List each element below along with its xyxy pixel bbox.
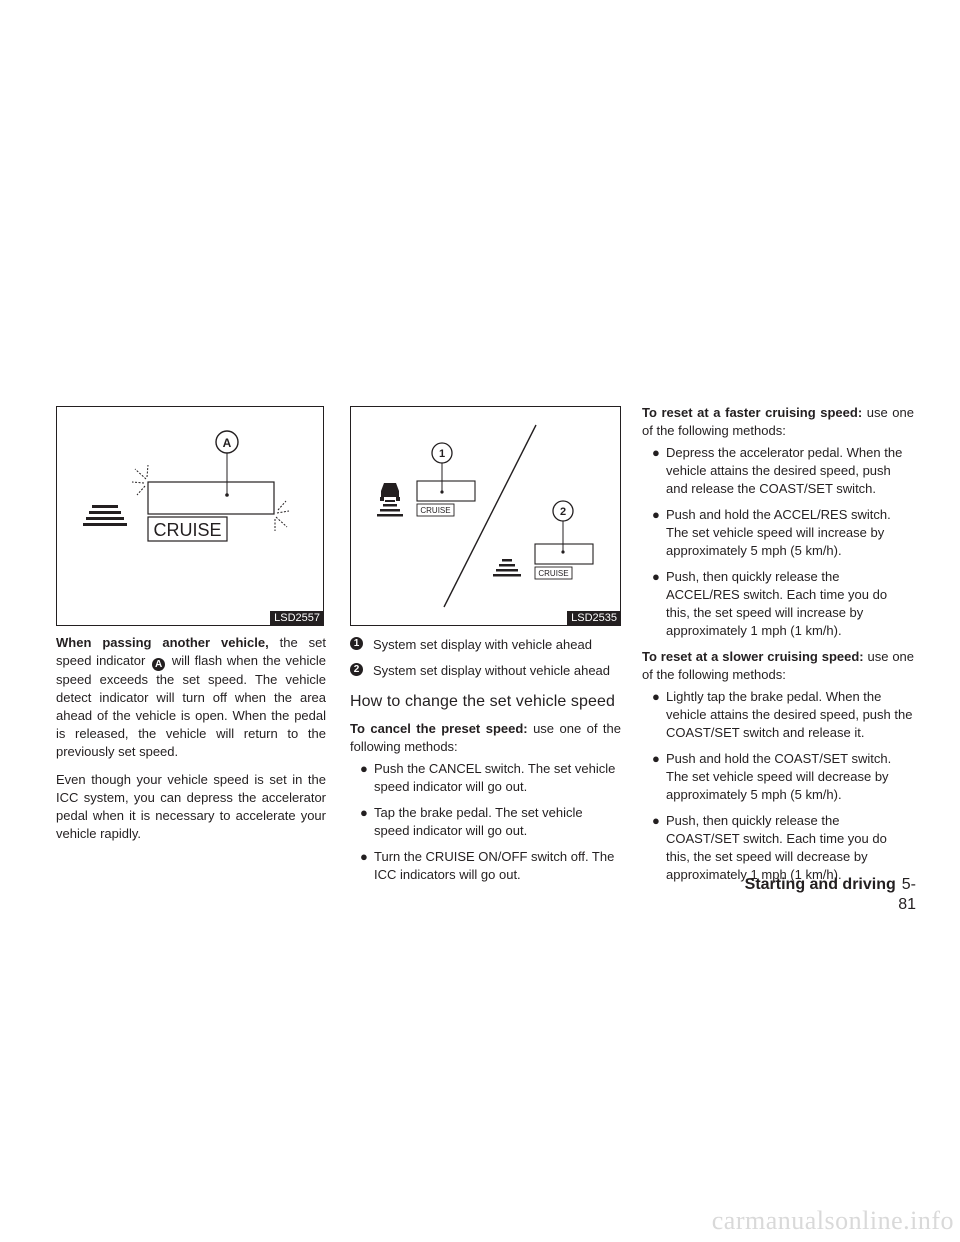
paragraph-slower <box>642 648 914 684</box>
footer-section-title: Starting and driving <box>744 876 896 893</box>
bullet-icon: ● <box>652 751 660 766</box>
column-1 <box>56 406 326 843</box>
list-item <box>350 804 621 840</box>
list-item-text: Tap the brake pedal. The set vehicle speed indicator will go out. <box>374 805 583 838</box>
paragraph-cancel-text: use one of the following methods: <box>350 721 621 754</box>
figure-2-callout-1: 1 <box>438 448 446 460</box>
list-item-text: Push the CANCEL switch. The set vehicle speed indicator will go out. <box>374 761 616 794</box>
paragraph-passing <box>56 634 326 761</box>
faster-list <box>642 444 914 640</box>
paragraph-passing-lead: When passing another vehicle, <box>56 635 269 650</box>
paragraph-slower-lead: To reset at a slower cruising speed: <box>642 649 864 664</box>
vehicle-ahead-icon <box>377 483 403 517</box>
legend-text-2: System set display without vehicle ahead <box>373 663 611 678</box>
list-item-text: Push and hold the COAST/SET switch. The set vehicle speed will decrease by approximately 5 mph (5 km/h). <box>666 751 892 802</box>
figure-2-illustration <box>351 407 620 625</box>
figure-2-cruise-label-2: CRUISE <box>538 569 569 578</box>
list-item-text: Push, then quickly release the ACCEL/RES switch. Each time you do this, the set speed will increase by approximately 1 mph (1 km/h). <box>666 569 888 638</box>
figure-1-illustration <box>57 407 323 625</box>
bullet-icon: ● <box>652 507 660 522</box>
bullet-icon: ● <box>652 569 660 584</box>
bullet-icon: ● <box>360 761 368 776</box>
list-item-text: Depress the accelerator pedal. When the vehicle attains the desired speed, push and release the COAST/SET switch. <box>666 445 903 496</box>
figure-set-display <box>350 406 621 626</box>
list-item-text: Push, then quickly release the COAST/SET switch. Each time you do this, the set speed will decrease by approximately 1 mph (1 km/h). <box>666 813 887 882</box>
figure-1-code: LSD2557 <box>270 611 323 625</box>
list-item-text: Push and hold the ACCEL/RES switch. The set vehicle speed will increase by approximately 5 mph (5 km/h). <box>666 507 891 558</box>
paragraph-faster-text: use one of the following methods: <box>642 405 914 438</box>
figure-set-speed-flash <box>56 406 324 626</box>
legend-item-1 <box>350 636 621 654</box>
column-3 <box>642 404 914 892</box>
bullet-icon: ● <box>360 849 368 864</box>
list-item <box>642 750 914 804</box>
figure-2-callout-2: 2 <box>559 506 567 518</box>
legend-text-1: System set display with vehicle ahead <box>373 637 592 652</box>
figure-2-code: LSD2535 <box>567 611 620 625</box>
paragraph-cancel <box>350 720 621 756</box>
page-number: 5-81 <box>898 876 916 913</box>
paragraph-accelerate: Even though your vehicle speed is set in the ICC system, you can depress the accelerator pedal when it is necessary to accelerate your vehicle rapidly. <box>56 772 326 841</box>
paragraph-faster <box>642 404 914 440</box>
figure-2-cruise-label-1: CRUISE <box>420 506 451 515</box>
figure-1-callout-a: A <box>222 436 232 450</box>
list-item <box>642 812 914 884</box>
paragraph-cancel-lead: To cancel the preset speed: <box>350 721 528 736</box>
bullet-icon: ● <box>360 805 368 820</box>
section-heading: How to change the set vehicle speed <box>350 693 615 710</box>
watermark: carmanualsonline.info <box>711 1206 954 1235</box>
paragraph-passing-text-b: will flash when the vehicle speed exceeds the set speed. The vehicle detect indicator will turn off when the area ahead of the vehicle is open. When the pedal is released, the vehicle will return to the previously set speed. <box>56 653 326 759</box>
list-item <box>642 506 914 560</box>
column-2 <box>350 406 621 892</box>
paragraph-slower-text: use one of the following methods: <box>642 649 915 682</box>
list-item <box>642 568 914 640</box>
bullet-icon: ● <box>652 445 660 460</box>
cancel-list <box>350 760 621 884</box>
slower-list <box>642 688 914 884</box>
list-item-text: Lightly tap the brake pedal. When the vehicle attains the desired speed, push the COAST/SET switch and release it. <box>666 689 913 740</box>
list-item <box>350 760 621 796</box>
list-item <box>350 848 621 884</box>
list-item <box>642 444 914 498</box>
marker-a: A <box>152 658 165 671</box>
bullet-icon: ● <box>652 689 660 704</box>
figure-1-cruise-label: CRUISE <box>153 520 222 540</box>
page-footer <box>740 875 916 915</box>
bullet-icon: ● <box>652 813 660 828</box>
legend-marker-1: 1 <box>350 637 363 650</box>
paragraph-faster-lead: To reset at a faster cruising speed: <box>642 405 863 420</box>
legend-item-2 <box>350 662 621 680</box>
list-item <box>642 688 914 742</box>
no-vehicle-icon <box>493 559 521 577</box>
paragraph-passing-text-a: the set speed indicator <box>56 635 326 668</box>
legend-marker-2: 2 <box>350 663 363 676</box>
list-item-text: Turn the CRUISE ON/OFF switch off. The ICC indicators will go out. <box>374 849 615 882</box>
